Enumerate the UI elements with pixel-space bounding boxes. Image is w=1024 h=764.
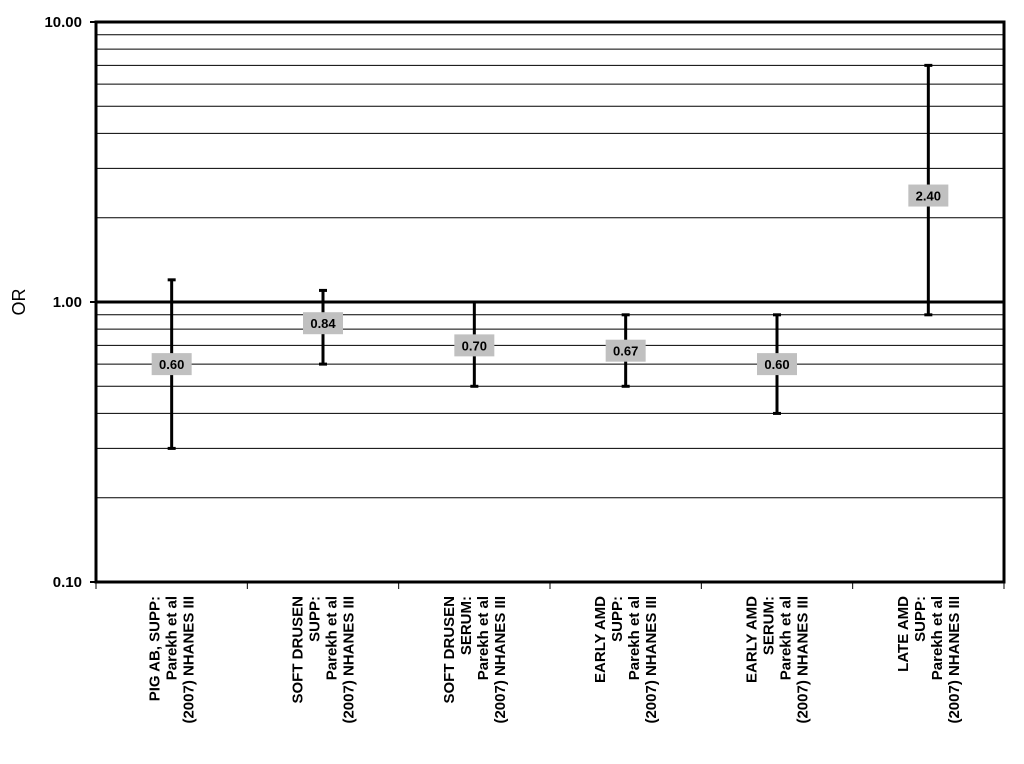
data-label: 0.60 — [159, 357, 185, 373]
data-label: 0.70 — [461, 338, 487, 354]
category-label-line: (2007) NHANES III — [340, 596, 358, 724]
category-label-line: SOFT DRUSEN — [289, 596, 307, 704]
category-label-line: LATE AMD — [894, 596, 912, 672]
category-label-line: (2007) NHANES III — [491, 596, 509, 724]
category-label-line: PIG AB, SUPP: — [146, 596, 164, 702]
data-label: 0.60 — [764, 357, 790, 373]
category-label-line: Parekh et al — [323, 596, 341, 681]
category-label — [744, 596, 812, 724]
category-label — [290, 596, 358, 724]
category-label-line: (2007) NHANES III — [643, 596, 661, 724]
category-label-line: EARLY AMD — [743, 596, 761, 683]
category-label — [592, 596, 660, 724]
category-label — [895, 596, 963, 724]
category-label-line: SUPP: — [306, 596, 324, 642]
category-label-line: (2007) NHANES III — [794, 596, 812, 724]
y-tick-label: 10.00 — [44, 14, 82, 31]
category-label — [441, 596, 509, 724]
category-label-line: Parekh et al — [474, 596, 492, 681]
category-label-line: Parekh et al — [928, 596, 946, 681]
data-label: 0.67 — [613, 343, 639, 359]
error-bars — [152, 65, 949, 448]
category-label-line: SERUM: — [760, 596, 778, 656]
category-label-line: Parekh et al — [777, 596, 795, 681]
category-label-line: Parekh et al — [626, 596, 644, 681]
category-label-line: Parekh et al — [163, 596, 181, 681]
category-label-line: SOFT DRUSEN — [440, 596, 458, 704]
category-label-line: SUPP: — [911, 596, 929, 642]
category-label-line: SUPP: — [609, 596, 627, 642]
category-label-line: EARLY AMD — [592, 596, 610, 683]
data-label: 0.84 — [310, 316, 336, 332]
axes — [90, 22, 1004, 589]
category-label-line: SERUM: — [457, 596, 475, 656]
data-label: 2.40 — [915, 188, 941, 204]
y-tick-label: 1.00 — [52, 294, 82, 311]
category-label — [147, 596, 198, 724]
category-label-line: (2007) NHANES III — [180, 596, 198, 724]
category-label-line: (2007) NHANES III — [945, 596, 963, 724]
y-axis-title: OR — [9, 288, 29, 316]
y-tick-label: 0.10 — [52, 574, 82, 591]
gridlines — [96, 35, 1004, 498]
